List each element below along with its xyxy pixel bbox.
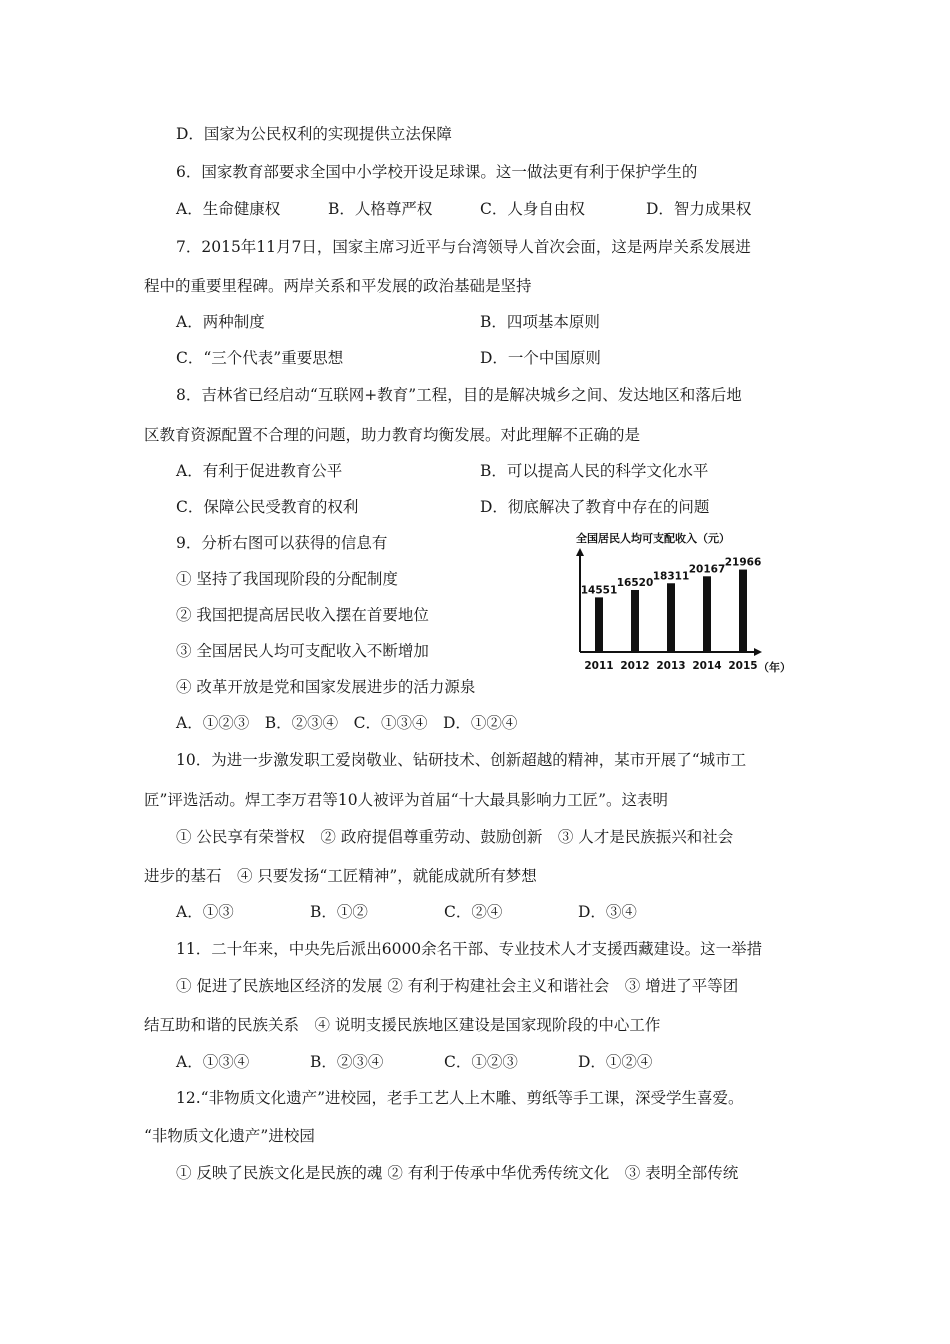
q5-option-d: D．国家为公民权利的实现提供立法保障 bbox=[176, 125, 452, 143]
q12-statements-line1: ① 反映了民族文化是民族的魂 ② 有利于传承中华优秀传统文化 ③ 表明全部传统 bbox=[176, 1164, 739, 1182]
chart-x-tick-2011: 2011 bbox=[584, 660, 614, 672]
q12-stem: 12.“非物质文化遗产”进校园，老手工艺人上木雕、剪纸等手工课，深受学生喜爱。 bbox=[176, 1089, 744, 1107]
q9-item-1: ① 坚持了我国现阶段的分配制度 bbox=[176, 570, 398, 588]
q10-option-b: B．①② bbox=[310, 903, 368, 921]
q8-option-c: C．保障公民受教育的权利 bbox=[176, 498, 359, 516]
chart-value-label-2014: 20167 bbox=[688, 563, 726, 576]
q10-option-d: D．③④ bbox=[578, 903, 637, 921]
x-axis-arrow bbox=[754, 648, 762, 656]
q10-option-a: A．①③ bbox=[176, 903, 234, 921]
q11-option-a: A．①③④ bbox=[176, 1053, 250, 1071]
q9-item-2: ② 我国把提高居民收入摆在首要地位 bbox=[176, 606, 429, 624]
q11-option-c: C．①②③ bbox=[444, 1053, 518, 1071]
q6-stem: 6．国家教育部要求全国中小学校开设足球课。这一做法更有利于保护学生的 bbox=[176, 163, 698, 181]
chart-title: 全国居民人均可支配收入（元） bbox=[576, 532, 730, 545]
chart-value-label-2015: 21966 bbox=[724, 556, 762, 569]
chart-x-tick-2013: 2013 bbox=[656, 660, 686, 672]
q10-option-c: C．②④ bbox=[444, 903, 503, 921]
q8-option-a: A．有利于促进教育公平 bbox=[176, 462, 343, 480]
chart-bar-2013 bbox=[667, 583, 675, 652]
chart-x-tick-2015: 2015 bbox=[728, 660, 758, 672]
chart-x-tick-2012: 2012 bbox=[620, 660, 650, 672]
q8-stem-line1: 8．吉林省已经启动“互联网+教育”工程，目的是解决城乡之间、发达地区和落后地 bbox=[176, 386, 742, 404]
chart-x-tick-2014: 2014 bbox=[692, 660, 722, 672]
q11-statements-line1: ① 促进了民族地区经济的发展 ② 有利于构建社会主义和谐社会 ③ 增进了平等团 bbox=[176, 977, 739, 995]
q7-stem-line2: 程中的重要里程碑。两岸关系和平发展的政治基础是坚持 bbox=[144, 277, 532, 295]
q9-item-3: ③ 全国居民人均可支配收入不断增加 bbox=[176, 642, 429, 660]
chart-value-label-2012: 16520 bbox=[616, 576, 654, 589]
chart-bar-2015 bbox=[739, 570, 747, 652]
q9-item-4: ④ 改革开放是党和国家发展进步的活力源泉 bbox=[176, 678, 476, 696]
income-bar-chart bbox=[568, 528, 794, 678]
chart-x-axis-label: （年） bbox=[758, 661, 791, 674]
q8-stem-line2: 区教育资源配置不合理的问题，助力教育均衡发展。对此理解不正确的是 bbox=[144, 426, 641, 444]
y-axis-arrow bbox=[576, 548, 584, 556]
chart-bar-2014 bbox=[703, 576, 711, 652]
q11-stem: 11．二十年来，中央先后派出6000余名干部、专业技术人才支援西藏建设。这一举措 bbox=[176, 940, 763, 958]
q11-statements-line2: 结互助和谐的民族关系 ④ 说明支援民族地区建设是国家现阶段的中心工作 bbox=[144, 1016, 661, 1034]
q7-option-c: C．“三个代表”重要思想 bbox=[176, 349, 344, 367]
q7-option-d: D．一个中国原则 bbox=[480, 349, 601, 367]
q12-stem-line2: “非物质文化遗产”进校园 bbox=[144, 1127, 315, 1145]
q10-statements-line2: 进步的基石 ④ 只要发扬“工匠精神”，就能成就所有梦想 bbox=[144, 867, 537, 885]
q8-option-b: B．可以提高人民的科学文化水平 bbox=[480, 462, 709, 480]
chart-value-label-2011: 14551 bbox=[580, 584, 618, 597]
q7-option-b: B．四项基本原则 bbox=[480, 313, 600, 331]
q11-option-b: B．②③④ bbox=[310, 1053, 384, 1071]
q7-stem-line1: 7．2015年11月7日，国家主席习近平与台湾领导人首次会面，这是两岸关系发展进 bbox=[176, 238, 751, 256]
chart-bar-2011 bbox=[595, 597, 603, 652]
q9-stem: 9．分析右图可以获得的信息有 bbox=[176, 534, 388, 552]
q10-statements-line1: ① 公民享有荣誉权 ② 政府提倡尊重劳动、鼓励创新 ③ 人才是民族振兴和社会 bbox=[176, 828, 734, 846]
q7-option-a: A．两种制度 bbox=[176, 313, 265, 331]
q6-option-b: B．人格尊严权 bbox=[328, 200, 433, 218]
chart-bar-2012 bbox=[631, 590, 639, 652]
q9-options: A．①②③ B．②③④ C．①③④ D．①②④ bbox=[176, 714, 518, 732]
q11-option-d: D．①②④ bbox=[578, 1053, 653, 1071]
q10-stem-line1: 10．为进一步激发职工爱岗敬业、钻研技术、创新超越的精神，某市开展了“城市工 bbox=[176, 751, 747, 769]
q6-option-c: C．人身自由权 bbox=[480, 200, 585, 218]
q6-option-a: A．生命健康权 bbox=[176, 200, 281, 218]
chart-value-label-2013: 18311 bbox=[652, 570, 690, 583]
q6-option-d: D．智力成果权 bbox=[646, 200, 752, 218]
q10-stem-line2: 匠”评选活动。焊工李万君等10人被评为首届“十大最具影响力工匠”。这表明 bbox=[144, 791, 668, 809]
q8-option-d: D．彻底解决了教育中存在的问题 bbox=[480, 498, 710, 516]
